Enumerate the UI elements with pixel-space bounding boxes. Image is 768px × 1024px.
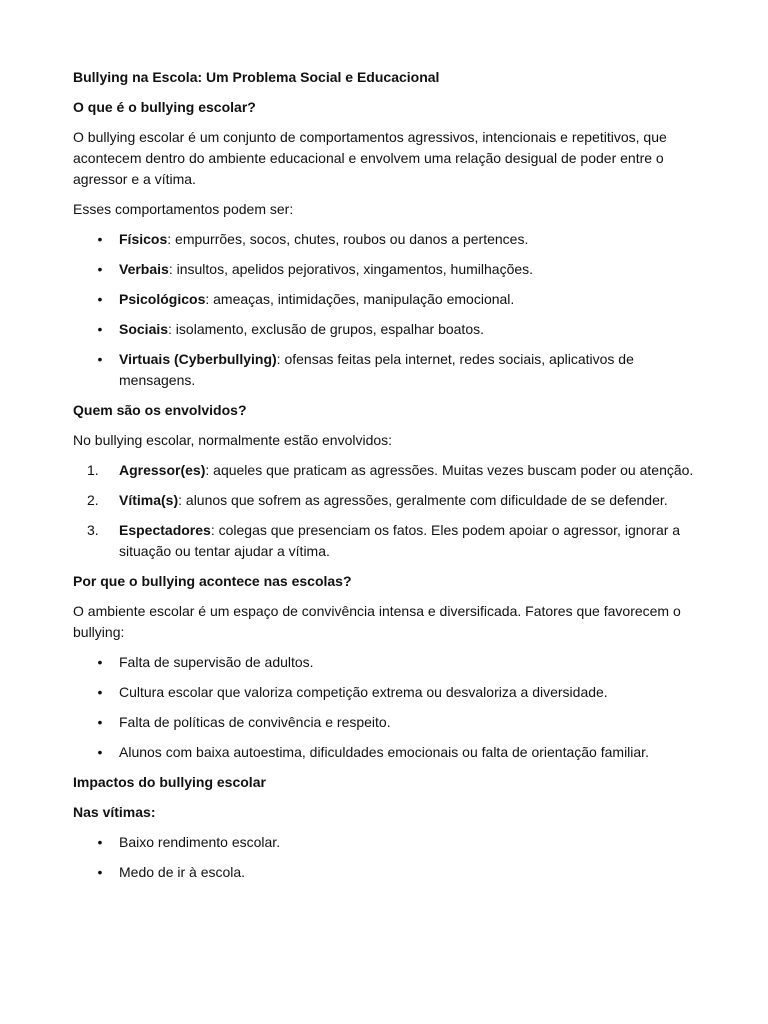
bullet-icon: • <box>97 864 103 880</box>
role-desc: : alunos que sofrem as agressões, geralmente com dificuldade de se defender. <box>178 492 668 508</box>
list-item <box>73 520 703 562</box>
types-intro: Esses comportamentos podem ser: <box>73 201 294 217</box>
bullet-icon: • <box>97 714 103 730</box>
type-desc: : isolamento, exclusão de grupos, espalhar boatos. <box>168 321 485 337</box>
list-item <box>73 682 703 703</box>
factors-list <box>73 652 703 763</box>
list-number: 3. <box>87 522 99 538</box>
list-item <box>73 652 703 673</box>
why-paragraph: O ambiente escolar é um espaço de convivência intensa e diversificada. Fatores que favorecem o bullying: <box>73 603 681 640</box>
type-term: Sociais <box>119 321 169 337</box>
list-item <box>73 460 703 481</box>
factor-text: Alunos com baixa autoestima, dificuldades emocionais ou falta de orientação familiar. <box>119 744 649 760</box>
bullet-icon: • <box>97 261 103 277</box>
impact-text: Baixo rendimento escolar. <box>119 834 281 850</box>
bullet-icon: • <box>97 291 103 307</box>
bullet-icon: • <box>97 744 103 760</box>
bullet-icon: • <box>97 231 103 247</box>
type-desc: : ameaças, intimidações, manipulação emocional. <box>205 291 515 307</box>
impact-text: Medo de ir à escola. <box>119 864 246 880</box>
section-heading-why: Por que o bullying acontece nas escolas? <box>73 573 352 589</box>
impacts-list <box>73 832 703 883</box>
factor-text: Falta de políticas de convivência e respeito. <box>119 714 391 730</box>
type-desc: : empurrões, socos, chutes, roubos ou danos a pertences. <box>167 231 529 247</box>
section-heading-what-is: O que é o bullying escolar? <box>73 99 256 115</box>
bullying-types-list <box>73 229 703 391</box>
document-page <box>73 67 703 892</box>
list-item <box>73 832 703 853</box>
factor-text: Cultura escolar que valoriza competição extrema ou desvaloriza a diversidade. <box>119 684 608 700</box>
role-term: Espectadores <box>119 522 211 538</box>
type-term: Virtuais (Cyberbullying) <box>119 351 277 367</box>
list-item <box>73 712 703 733</box>
list-number: 2. <box>87 492 99 508</box>
factor-text: Falta de supervisão de adultos. <box>119 654 314 670</box>
list-item <box>73 289 703 310</box>
type-term: Psicológicos <box>119 291 206 307</box>
section-heading-impacts: Impactos do bullying escolar <box>73 774 266 790</box>
definition-paragraph: O bullying escolar é um conjunto de comportamentos agressivos, intencionais e repetitivos, que acontecem dentro do ambiente educacional e envolvem uma relação desigual de poder entre o agressor e a vítima. <box>73 129 667 187</box>
role-desc: : aqueles que praticam as agressões. Muitas vezes buscam poder ou atenção. <box>205 462 694 478</box>
list-item <box>73 862 703 883</box>
type-desc: : ofensas feitas pela internet, redes sociais, aplicativos de mensagens. <box>119 351 634 388</box>
role-desc: : colegas que presenciam os fatos. Eles podem apoiar o agressor, ignorar a situação ou tentar ajudar a vítima. <box>119 522 681 559</box>
list-number: 1. <box>87 462 99 478</box>
bullet-icon: • <box>97 654 103 670</box>
type-desc: : insultos, apelidos pejorativos, xingamentos, humilhações. <box>168 261 534 277</box>
bullet-icon: • <box>97 834 103 850</box>
type-term: Verbais <box>119 261 169 277</box>
list-item <box>73 259 703 280</box>
list-item <box>73 349 703 391</box>
list-item <box>73 490 703 511</box>
type-term: Físicos <box>119 231 168 247</box>
involved-intro: No bullying escolar, normalmente estão envolvidos: <box>73 432 393 448</box>
section-heading-involved: Quem são os envolvidos? <box>73 402 247 418</box>
document-title: Bullying na Escola: Um Problema Social e Educacional <box>73 69 440 85</box>
bullet-icon: • <box>97 321 103 337</box>
subheading-victims: Nas vítimas: <box>73 804 156 820</box>
list-item <box>73 319 703 340</box>
bullet-icon: • <box>97 351 103 367</box>
roles-list <box>73 460 703 562</box>
role-term: Vítima(s) <box>119 492 179 508</box>
list-item <box>73 229 703 250</box>
role-term: Agressor(es) <box>119 462 206 478</box>
bullet-icon: • <box>97 684 103 700</box>
list-item <box>73 742 703 763</box>
